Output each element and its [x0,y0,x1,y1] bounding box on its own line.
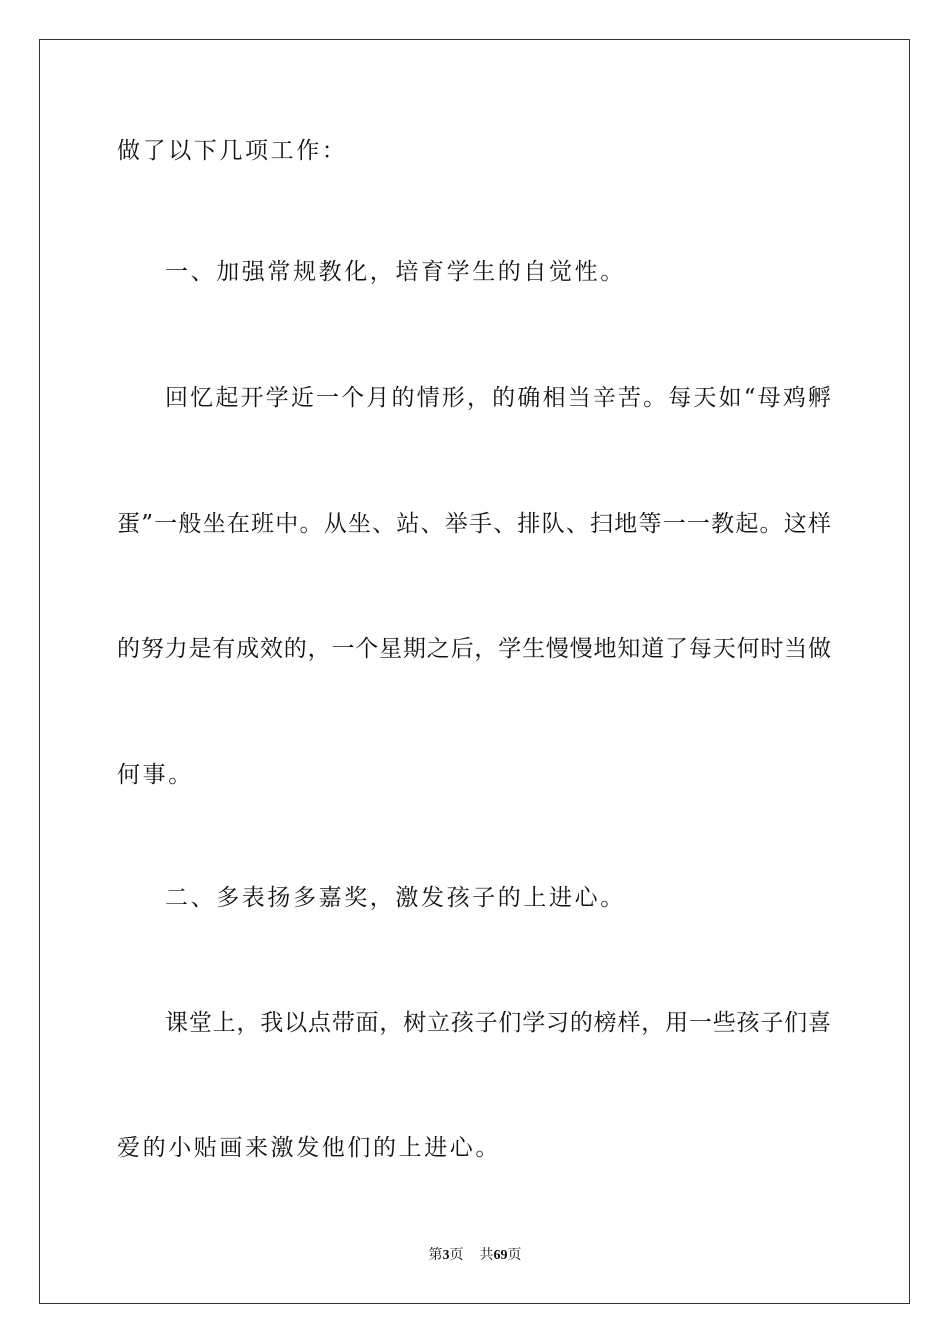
page-suffix: 页 [449,1248,464,1263]
page-border [39,39,910,1304]
paragraph-line: 回忆起开学近一个月的情形，的确相当辛苦。每天如“母鸡孵 [165,385,831,411]
section-heading: 二、多表扬多嘉奖，激发孩子的上进心。 [165,885,626,911]
paragraph-line: 课堂上，我以点带面，树立孩子们学习的榜样，用一些孩子们喜 [165,1010,831,1036]
section-heading: 一、加强常规教化，培育学生的自觉性。 [165,259,626,285]
total-suffix: 页 [507,1248,522,1263]
page-footer [0,1247,950,1265]
page-prefix: 第 [428,1248,443,1263]
paragraph-line: 何事。 [117,762,194,788]
paragraph-line: 做了以下几项工作： [117,138,348,164]
paragraph-line: 爱的小贴画来激发他们的上进心。 [117,1135,501,1161]
paragraph-line: 的努力是有成效的，一个星期之后，学生慢慢地知道了每天何时当做 [117,636,831,662]
total-prefix: 共 [479,1248,494,1263]
total-pages-number: 69 [493,1248,508,1263]
current-page-number: 3 [442,1248,450,1263]
paragraph-line: 蛋”一般坐在班中。从坐、站、举手、排队、扫地等一一教起。这样 [117,511,831,537]
